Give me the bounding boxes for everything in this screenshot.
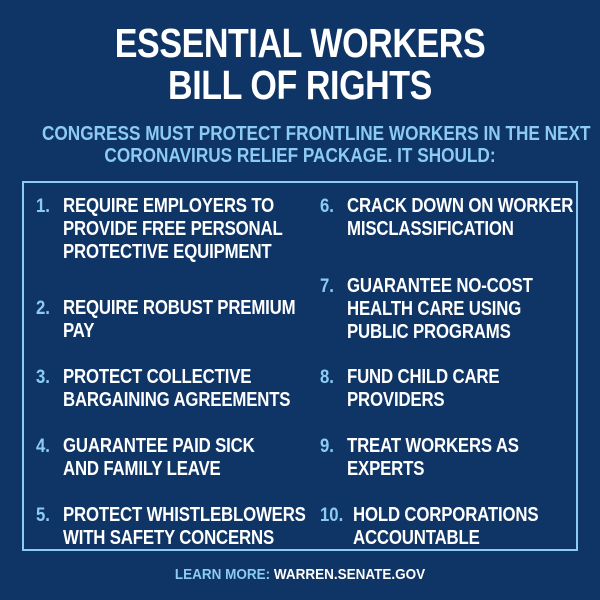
rights-item-1 [36,195,306,264]
item-text-line: MISCLASSIFICATION [347,218,514,240]
learn-more-label: LEARN MORE: [174,566,271,583]
item-number: 4. [36,436,50,457]
item-number: 9. [320,436,334,457]
item-text [347,435,575,481]
item-text-line: PAY [63,320,95,342]
rights-item-8 [320,366,575,412]
item-text-line: TREAT WORKERS AS [347,435,519,457]
website-link[interactable]: WARREN.SENATE.GOV [273,566,426,583]
item-number: 8. [320,367,334,388]
item-text [63,504,352,550]
rights-item-2 [36,297,306,343]
rights-item-6 [320,195,575,241]
rights-item-4 [36,435,306,481]
item-text-line: GUARANTEE NO-COST [347,275,533,297]
item-text-line: CRACK DOWN ON WORKER [347,195,574,217]
item-text [347,366,575,412]
item-number: 6. [320,196,334,217]
item-number: 7. [320,276,334,297]
rights-item-10 [320,504,575,550]
rights-list-box [22,181,578,551]
item-text-line: GUARANTEE PAID SICK [63,435,255,457]
rights-item-5 [36,504,306,550]
item-text-line: EXPERTS [347,458,425,480]
footer [0,566,600,584]
item-text-line: AND FAMILY LEAVE [63,458,221,480]
item-text-line: HOLD CORPORATIONS [353,504,539,526]
rights-item-3 [36,366,306,412]
item-number: 10. [320,505,344,526]
item-text-line: BARGAINING AGREEMENTS [63,389,291,411]
rights-item-7 [320,275,575,344]
item-text-line: PROVIDERS [347,389,445,411]
item-text-line: WITH SAFETY CONCERNS [63,527,275,549]
item-text-line: PROTECTIVE EQUIPMENT [63,241,272,263]
item-number: 3. [36,367,50,388]
item-text-line: PROTECT WHISTLEBLOWERS [63,504,306,526]
item-text [63,297,340,343]
item-text [353,504,575,550]
item-text-line: PROVIDE FREE PERSONAL [63,218,283,240]
item-text-line: PROTECT COLLECTIVE [63,366,252,388]
item-text-line: REQUIRE ROBUST PREMIUM [63,297,296,319]
item-text [63,366,334,412]
title-line-1: ESSENTIAL WORKERS [114,20,486,66]
rights-item-9 [320,435,575,481]
item-text-line: ACCOUNTABLE [353,527,480,549]
item-number: 2. [36,298,50,319]
item-text-line: HEALTH CARE USING [347,298,522,320]
item-text [63,435,306,481]
item-text-line: PUBLIC PROGRAMS [347,321,511,343]
item-number: 1. [36,196,50,217]
subtitle-line-1: CONGRESS MUST PROTECT FRONTLINE WORKERS IN THE NEXT [42,123,591,145]
item-text [63,195,324,264]
subtitle-line-2: CORONAVIRUS RELIEF PACKAGE. IT SHOULD: [104,145,496,167]
title-line-2: BILL OF RIGHTS [168,62,432,108]
subtitle [0,123,600,167]
item-text [347,195,600,241]
item-number: 5. [36,505,50,526]
item-text-line: FUND CHILD CARE [347,366,500,388]
footer-content [175,566,425,584]
page-title [0,22,600,106]
item-text [347,275,575,344]
item-text-line: REQUIRE EMPLOYERS TO [63,195,275,217]
